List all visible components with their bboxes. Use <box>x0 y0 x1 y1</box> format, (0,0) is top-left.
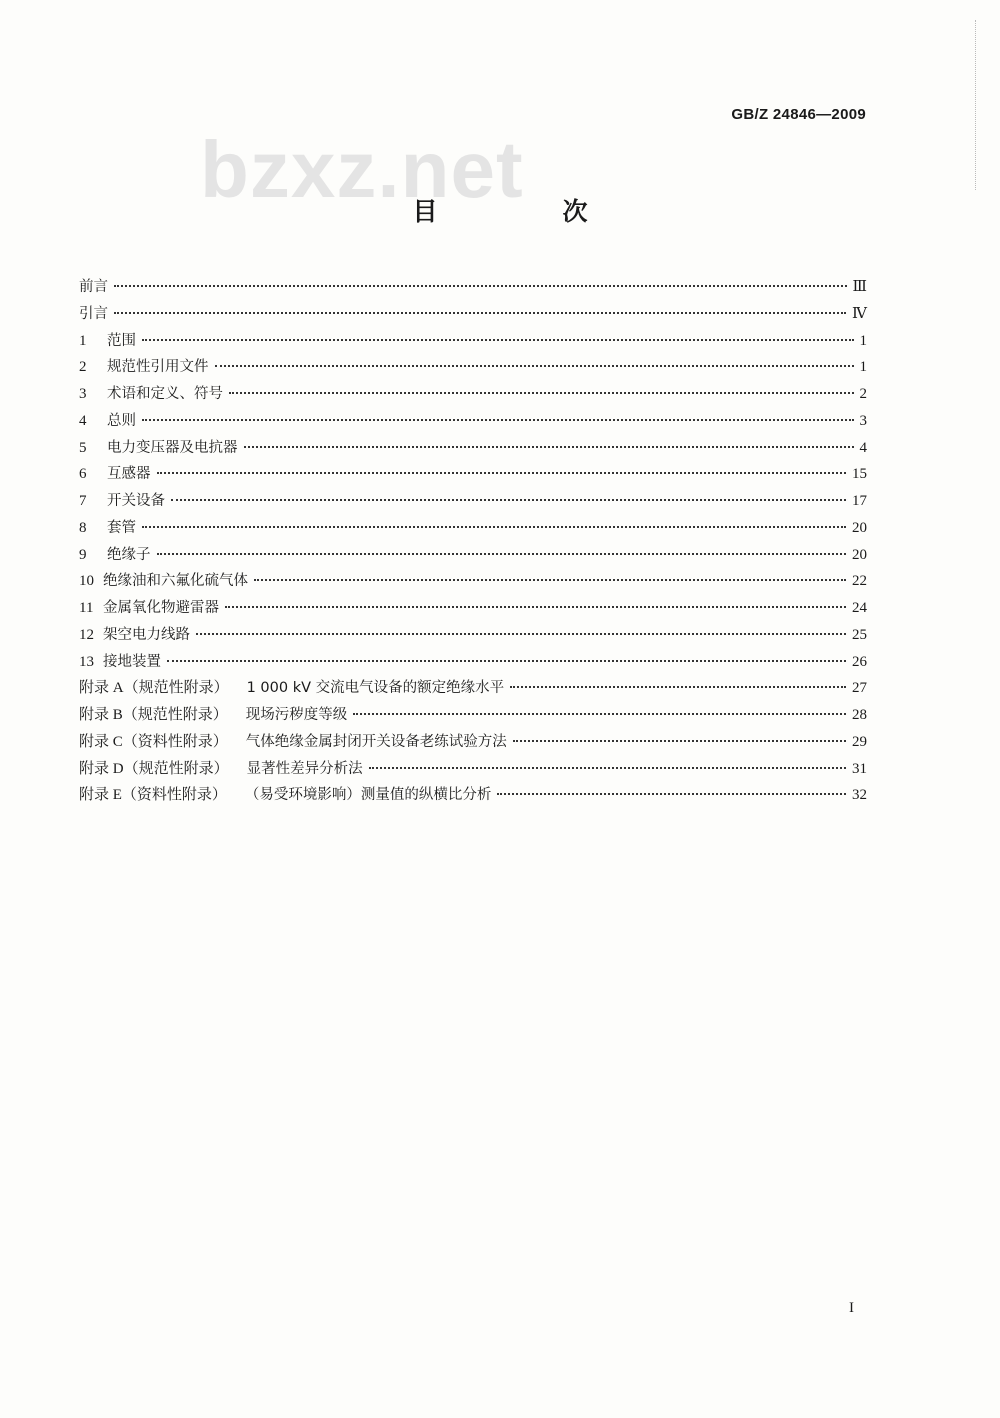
toc-entry[interactable] <box>79 329 867 356</box>
toc-entry[interactable] <box>79 757 867 784</box>
toc-entry-page: 22 <box>852 573 867 590</box>
toc-dot-leader <box>142 419 854 421</box>
toc-entry-title: 显著性差异分析法 <box>246 760 363 777</box>
toc-entry-title: 接地装置 <box>103 653 161 670</box>
toc-entry-number: 5 <box>79 439 87 456</box>
toc-entry-page: 29 <box>852 733 867 750</box>
toc-entry-number: 附录 A（规范性附录） <box>79 680 229 697</box>
toc-entry-number: 附录 E（资料性附录） <box>79 787 227 804</box>
toc-entry-number: 10 <box>79 573 94 590</box>
toc-entry-title: （易受环境影响）测量值的纵横比分析 <box>244 787 492 804</box>
toc-entry-page: 1 <box>859 332 867 349</box>
toc-dot-leader <box>167 660 846 662</box>
toc-dot-leader <box>254 579 846 581</box>
toc-entry[interactable] <box>79 516 867 543</box>
toc-entry-title: 气体绝缘金属封闭开关设备老练试验方法 <box>245 733 507 750</box>
toc-dot-leader <box>225 606 846 608</box>
toc-dot-leader <box>229 392 854 394</box>
toc-entry-page: 31 <box>852 760 867 777</box>
toc-dot-leader <box>244 446 854 448</box>
toc-entry-title: 1 000 kV 交流电气设备的额定绝缘水平 <box>246 680 505 697</box>
toc-entry-page: Ⅳ <box>852 305 867 322</box>
toc-entry-title: 前言 <box>79 279 108 295</box>
toc-dot-leader <box>497 793 846 795</box>
toc-entry-page: 20 <box>852 546 867 563</box>
toc-entry[interactable] <box>79 650 867 677</box>
scan-edge-marks <box>973 20 976 190</box>
toc-entry-title: 范围 <box>107 332 136 349</box>
toc-dot-leader <box>157 553 847 555</box>
toc-entry-number: 4 <box>79 412 87 429</box>
watermark-logo: bzxz.net <box>200 125 524 214</box>
toc-entry-page: 32 <box>852 787 867 804</box>
standard-number: GB/Z 24846—2009 <box>731 106 866 123</box>
toc-dot-leader <box>513 740 846 742</box>
toc-dot-leader <box>510 686 846 688</box>
toc-entry-number: 9 <box>79 546 87 563</box>
toc-entry[interactable] <box>79 676 867 703</box>
toc-entry-page: 4 <box>859 439 867 456</box>
toc-entry-page: 20 <box>852 519 867 536</box>
toc-entry-number: 附录 C（资料性附录） <box>79 733 228 750</box>
toc-entry-title: 绝缘油和六氟化硫气体 <box>103 573 248 590</box>
toc-entry-page: 27 <box>852 680 867 697</box>
toc-entry-title: 金属氧化物避雷器 <box>103 600 219 616</box>
toc-dot-leader <box>369 767 846 769</box>
toc-entry[interactable] <box>79 302 867 329</box>
toc-dot-leader <box>171 499 846 501</box>
toc-entry-number: 7 <box>79 493 87 509</box>
toc-entry-title: 套管 <box>107 519 136 536</box>
toc-entry-title: 总则 <box>107 412 136 429</box>
toc-entry-title: 架空电力线路 <box>103 626 190 643</box>
toc-heading: 目 次 <box>412 197 638 226</box>
toc-entry-page: 24 <box>852 600 867 616</box>
toc-entry-number: 13 <box>79 653 94 670</box>
toc-entry[interactable] <box>79 355 867 382</box>
toc-entry[interactable] <box>79 730 867 757</box>
toc-dot-leader <box>114 285 847 287</box>
toc-dot-leader <box>215 365 854 367</box>
toc-entry-page: 17 <box>852 493 867 509</box>
toc-entry-title: 引言 <box>79 305 108 322</box>
toc-entry[interactable] <box>79 436 867 463</box>
toc-entry[interactable] <box>79 489 867 516</box>
toc-entry-page: 26 <box>852 653 867 670</box>
toc-entry-title: 电力变压器及电抗器 <box>107 439 238 456</box>
toc-entry-number: 附录 B（规范性附录） <box>79 707 228 723</box>
toc-entry-title: 术语和定义、符号 <box>107 386 223 402</box>
page-number: I <box>849 1300 854 1316</box>
toc-entry-number: 12 <box>79 626 94 643</box>
toc-entry[interactable] <box>79 703 867 730</box>
toc-entry-page: 28 <box>852 707 867 723</box>
toc-dot-leader <box>157 472 847 474</box>
toc-entry-number: 11 <box>79 600 94 616</box>
toc-dot-leader <box>196 633 846 635</box>
toc-entry-page: 25 <box>852 626 867 643</box>
toc-entry[interactable] <box>79 409 867 436</box>
toc-entry-number: 1 <box>79 332 87 349</box>
toc-entry-page: 15 <box>852 466 867 483</box>
toc-entry-title: 规范性引用文件 <box>107 359 209 376</box>
toc-entry[interactable] <box>79 543 867 570</box>
table-of-contents <box>79 275 867 810</box>
toc-entry-number: 8 <box>79 519 87 536</box>
toc-entry-page: 3 <box>859 412 867 429</box>
toc-dot-leader <box>353 713 846 715</box>
toc-entry-title: 互感器 <box>107 466 151 483</box>
toc-entry-title: 开关设备 <box>107 493 165 509</box>
toc-entry-title: 现场污秽度等级 <box>245 707 348 723</box>
toc-dot-leader <box>142 526 846 528</box>
toc-entry-number: 附录 D（规范性附录） <box>79 760 229 777</box>
toc-entry[interactable] <box>79 275 867 302</box>
toc-entry-page: Ⅲ <box>852 279 867 295</box>
toc-dot-leader <box>114 312 846 314</box>
toc-dot-leader <box>142 339 854 341</box>
toc-entry-title: 绝缘子 <box>107 546 151 563</box>
toc-entry-page: 1 <box>859 359 867 376</box>
toc-entry[interactable] <box>79 623 867 650</box>
toc-entry-page: 2 <box>859 386 867 402</box>
toc-entry-number: 3 <box>79 386 87 402</box>
toc-entry-number: 2 <box>79 359 87 376</box>
toc-entry-number: 6 <box>79 466 87 483</box>
toc-entry[interactable] <box>79 596 867 623</box>
toc-entry[interactable] <box>79 462 867 489</box>
toc-entry[interactable] <box>79 783 867 810</box>
toc-entry[interactable] <box>79 569 867 596</box>
toc-entry[interactable] <box>79 382 867 409</box>
